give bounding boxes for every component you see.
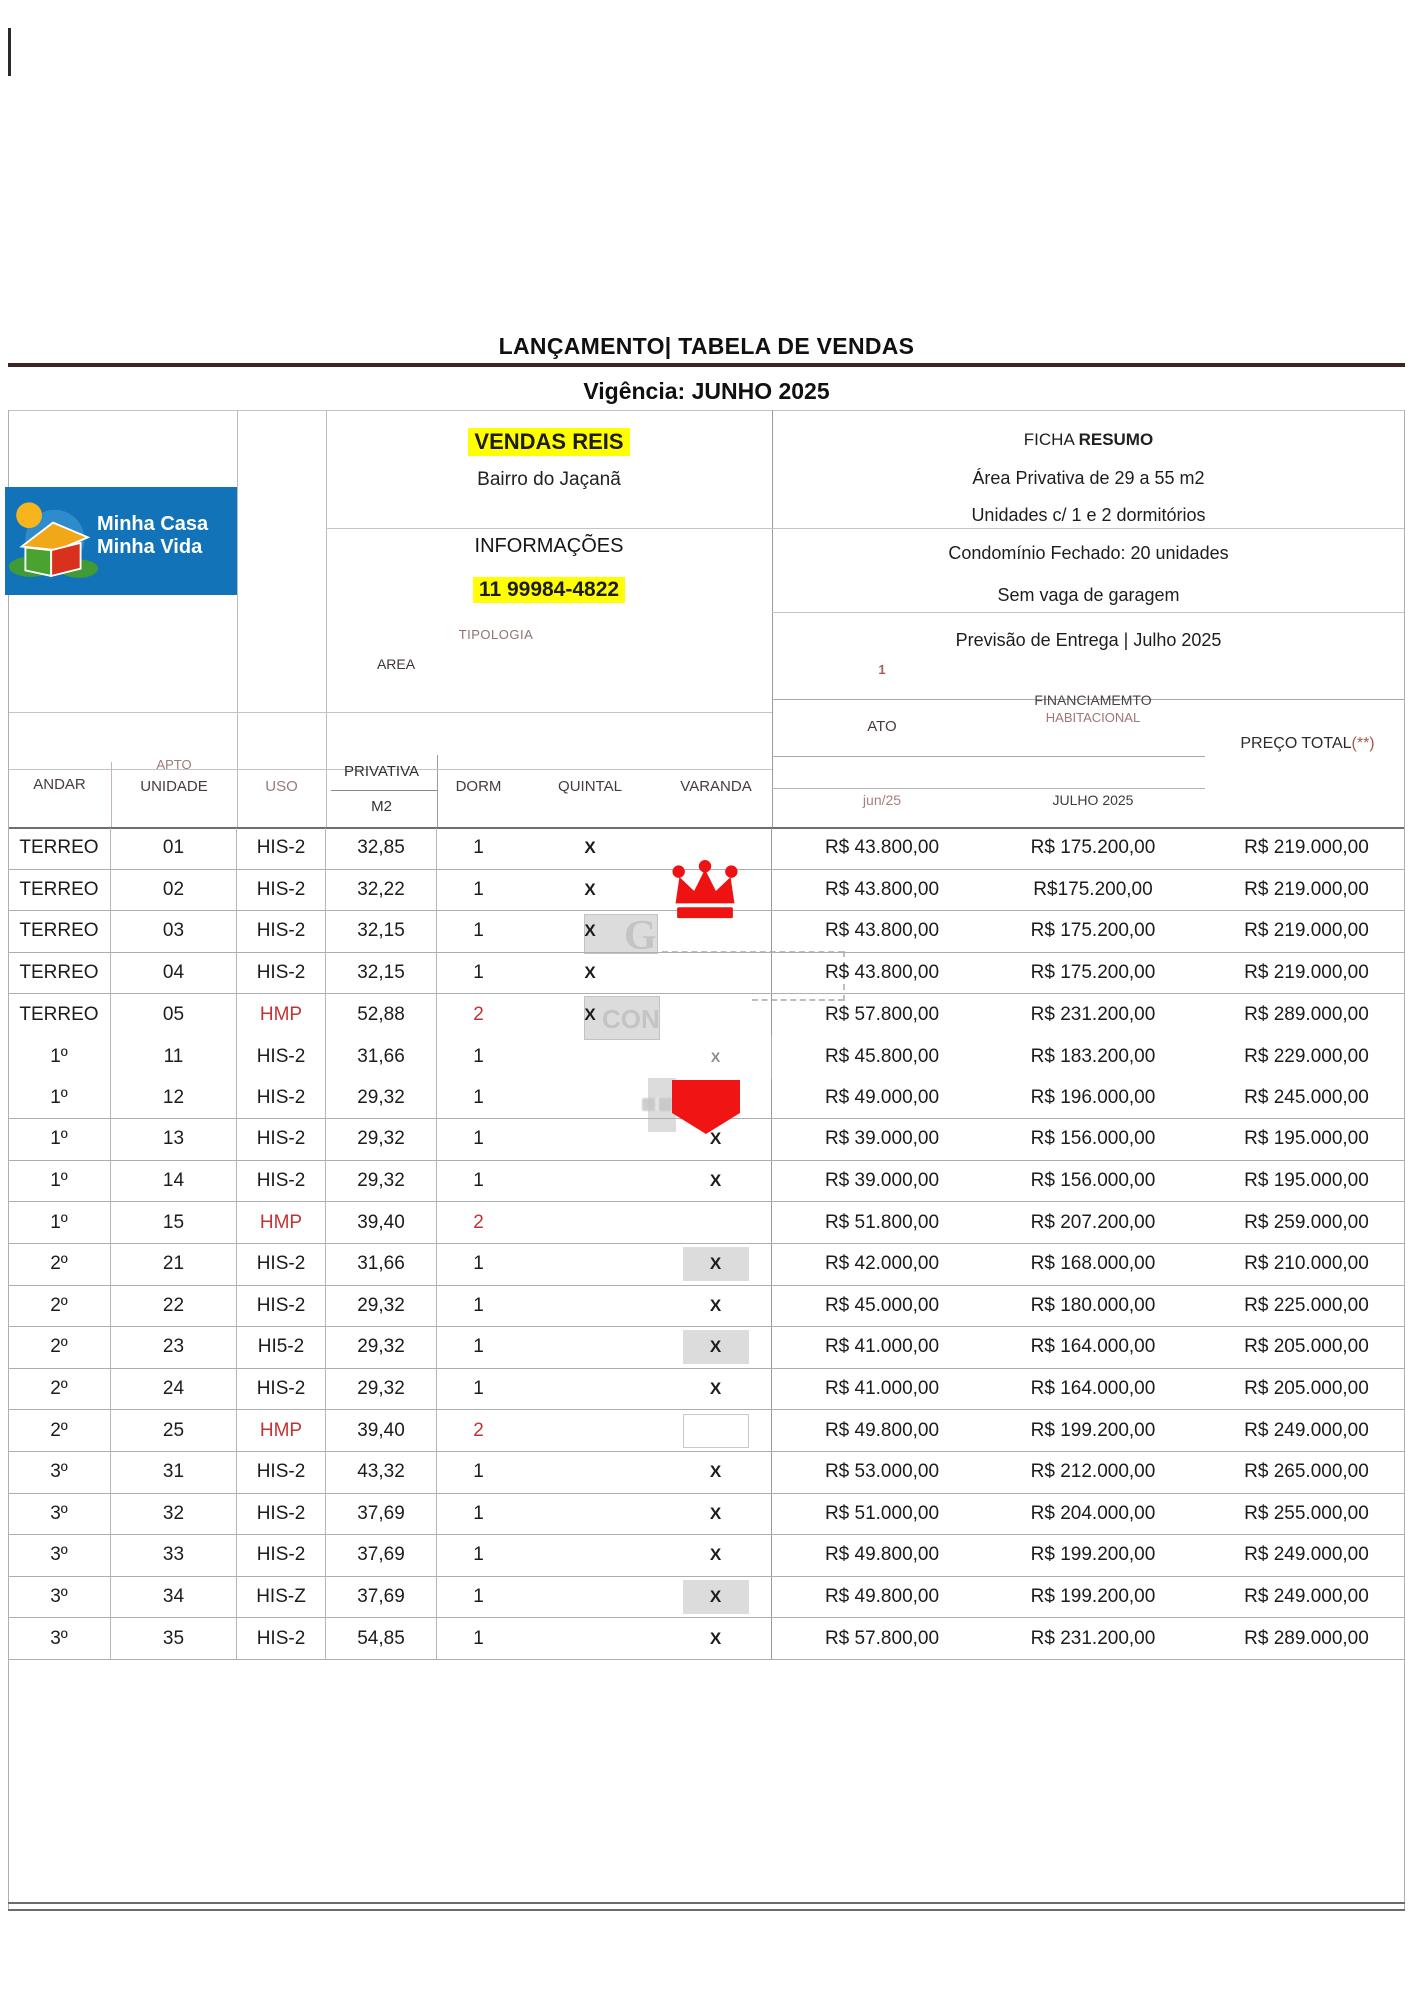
area-label: AREA <box>376 656 416 672</box>
cell-total: R$ 255.000,00 <box>1244 1502 1369 1524</box>
cell-dorm: 1 <box>473 837 484 859</box>
cell-varanda <box>660 953 772 994</box>
neighborhood: Bairro do Jaçanã <box>477 469 621 490</box>
cell-total: R$ 249.000,00 <box>1244 1544 1369 1566</box>
minha-casa-minha-vida-logo <box>5 487 237 595</box>
cell-dorm: 1 <box>473 920 484 942</box>
col-header-habitacional: HABITACIONAL <box>1045 710 1141 725</box>
cell-quintal: X <box>584 921 596 941</box>
table-row <box>8 1369 1405 1411</box>
cell-area: 32,22 <box>326 870 437 911</box>
cell-varanda: X <box>660 1119 772 1160</box>
cell-total: R$ 225.000,00 <box>1244 1294 1369 1316</box>
cell-andar: TERREO <box>8 828 111 869</box>
cell-total: R$ 289.000,00 <box>1244 1627 1369 1649</box>
cell-dorm: 2 <box>473 1004 484 1026</box>
cell-dorm: 2 <box>473 1211 484 1233</box>
cell-andar: 2º <box>8 1410 111 1451</box>
table-row <box>8 1618 1405 1660</box>
cell-dorm: 2 <box>473 1419 484 1441</box>
table-row <box>8 953 1405 995</box>
cell-quintal <box>520 1577 660 1618</box>
col-header-financiamento: FINANCIAMEMTO <box>1034 692 1152 708</box>
cell-fin: R$ 175.200,00 <box>1030 837 1156 859</box>
cell-area: 32,85 <box>326 828 437 869</box>
cell-quintal <box>520 1244 660 1285</box>
cell-dorm: 1 <box>473 1128 484 1150</box>
cell-dorm: 1 <box>473 1045 484 1067</box>
cell-ato: R$ 43.800,00 <box>824 962 940 984</box>
sales-table <box>8 828 1405 1660</box>
cell-area: 29,32 <box>326 1286 437 1327</box>
cell-area: 29,32 <box>326 1161 437 1202</box>
cell-ato: R$ 53.000,00 <box>824 1461 940 1483</box>
col-header-preco-total: PREÇO TOTAL(**) <box>1240 735 1375 752</box>
cell-varanda: X <box>660 1535 772 1576</box>
cell-andar: 1º <box>8 1036 111 1078</box>
cell-varanda: X <box>660 1327 772 1368</box>
table-row <box>8 1286 1405 1328</box>
cell-dorm: 1 <box>473 1086 484 1108</box>
cell-uso: HIS-2 <box>237 911 326 952</box>
cell-ato: R$ 57.800,00 <box>824 1627 940 1649</box>
cell-andar: 3º <box>8 1618 111 1659</box>
cell-fin: R$ 183.200,00 <box>1030 1045 1156 1067</box>
cell-quintal <box>520 1369 660 1410</box>
cell-varanda <box>660 1410 772 1451</box>
cell-ato: R$ 49.800,00 <box>824 1585 940 1607</box>
summary-garage: Sem vaga de garagem <box>997 585 1180 605</box>
cell-ato: R$ 39.000,00 <box>824 1170 940 1192</box>
cell-unidade: 22 <box>111 1286 237 1327</box>
cell-uso: HMP <box>237 1410 326 1451</box>
cell-varanda <box>660 994 772 1036</box>
cell-fin: R$ 199.200,00 <box>1030 1544 1156 1566</box>
table-row <box>8 1577 1405 1619</box>
page-edge-mark <box>8 28 11 76</box>
cell-total: R$ 249.000,00 <box>1244 1585 1369 1607</box>
page-title: LANÇAMENTO| TABELA DE VENDAS <box>498 333 915 359</box>
cell-area: 37,69 <box>326 1494 437 1535</box>
col-header-uso: USO <box>265 778 298 795</box>
cell-area: 29,32 <box>326 1369 437 1410</box>
table-row <box>8 1327 1405 1369</box>
cell-area: 32,15 <box>326 911 437 952</box>
cell-quintal <box>520 1327 660 1368</box>
col-header-apto: APTO <box>156 757 192 772</box>
table-row <box>8 1410 1405 1452</box>
cell-quintal <box>520 1161 660 1202</box>
cell-quintal <box>520 1494 660 1535</box>
col-header-jun25: jun/25 <box>862 792 902 808</box>
watermark-letter-g: G <box>624 913 657 959</box>
contact-phone: 11 99984-4822 <box>326 577 772 603</box>
cell-unidade: 25 <box>111 1410 237 1451</box>
cell-unidade: 01 <box>111 828 237 869</box>
cell-varanda: X <box>660 1286 772 1327</box>
cell-unidade: 23 <box>111 1327 237 1368</box>
cell-dorm: 1 <box>473 1170 484 1192</box>
cell-area: 39,40 <box>326 1202 437 1243</box>
maroon-rule <box>8 363 1405 367</box>
cell-unidade: 11 <box>111 1036 237 1078</box>
cell-area: 31,66 <box>326 1036 437 1078</box>
cell-andar: 1º <box>8 1119 111 1160</box>
table-row <box>8 1202 1405 1244</box>
watermark-text-con: CON <box>602 1004 660 1034</box>
cell-uso: HIS-2 <box>237 1494 326 1535</box>
cell-andar: 2º <box>8 1244 111 1285</box>
bottom-rule <box>8 1909 1405 1911</box>
cell-uso: HIS-2 <box>237 1535 326 1576</box>
cell-area: 29,32 <box>326 1119 437 1160</box>
col-header-julho2025: JULHO 2025 <box>1052 792 1134 808</box>
summary-area: Área Privativa de 29 a 55 m2 <box>972 468 1205 488</box>
cell-dorm: 1 <box>473 1253 484 1275</box>
table-row <box>8 1161 1405 1203</box>
cell-andar: 2º <box>8 1286 111 1327</box>
cell-uso: HIS-2 <box>237 1119 326 1160</box>
cell-uso: HIS-2 <box>237 1286 326 1327</box>
cell-ato: R$ 49.800,00 <box>824 1544 940 1566</box>
cell-unidade: 24 <box>111 1369 237 1410</box>
cell-unidade: 14 <box>111 1161 237 1202</box>
cell-ato: R$ 43.800,00 <box>824 878 940 900</box>
cell-uso: HIS-2 <box>237 1161 326 1202</box>
cell-uso: HIS-2 <box>237 1244 326 1285</box>
cell-andar: 3º <box>8 1577 111 1618</box>
cell-dorm: 1 <box>473 1585 484 1607</box>
table-row <box>8 1244 1405 1286</box>
cell-uso: HIS-2 <box>237 1618 326 1659</box>
validity-title: Vigência: JUNHO 2025 <box>583 378 830 404</box>
col-header-quintal: QUINTAL <box>558 778 622 795</box>
cell-total: R$ 210.000,00 <box>1244 1253 1369 1275</box>
contact-label: INFORMAÇÕES <box>474 535 624 557</box>
cell-dorm: 1 <box>473 962 484 984</box>
cell-total: R$ 205.000,00 <box>1244 1336 1369 1358</box>
cell-area: 31,66 <box>326 1244 437 1285</box>
cell-area: 43,32 <box>326 1452 437 1493</box>
cell-total: R$ 289.000,00 <box>1244 1004 1369 1026</box>
cell-andar: 1º <box>8 1078 111 1119</box>
cell-varanda: X <box>660 1618 772 1659</box>
cell-area: 32,15 <box>326 953 437 994</box>
cell-unidade: 13 <box>111 1119 237 1160</box>
cell-dorm: 1 <box>473 1502 484 1524</box>
cell-dorm: 1 <box>473 1461 484 1483</box>
cell-andar: 2º <box>8 1327 111 1368</box>
cell-quintal <box>520 1618 660 1659</box>
cell-varanda: X <box>660 1452 772 1493</box>
cell-ato: R$ 39.000,00 <box>824 1128 940 1150</box>
cell-ato: R$ 43.800,00 <box>824 920 940 942</box>
cell-ato: R$ 57.800,00 <box>824 1004 940 1026</box>
cell-unidade: 03 <box>111 911 237 952</box>
cell-varanda: X <box>660 1494 772 1535</box>
cell-ato: R$ 49.000,00 <box>824 1086 940 1108</box>
cell-area: 39,40 <box>326 1410 437 1451</box>
cell-varanda: X <box>660 1036 772 1078</box>
cell-uso: HIS-2 <box>237 953 326 994</box>
cell-fin: R$ 231.200,00 <box>1030 1627 1156 1649</box>
col-header-varanda: VARANDA <box>680 778 752 795</box>
cell-varanda: X <box>660 1369 772 1410</box>
cell-unidade: 04 <box>111 953 237 994</box>
cell-fin: R$ 175.200,00 <box>1030 962 1156 984</box>
cell-ato: R$ 49.800,00 <box>824 1419 940 1441</box>
cell-uso: HI5-2 <box>237 1327 326 1368</box>
cell-area: 29,32 <box>326 1327 437 1368</box>
summary-condo: Condomínio Fechado: 20 unidades <box>948 543 1229 563</box>
table-row <box>8 1494 1405 1536</box>
cell-fin: R$ 164.000,00 <box>1030 1378 1156 1400</box>
cell-uso: HIS-2 <box>237 1369 326 1410</box>
cell-quintal <box>520 1119 660 1160</box>
cell-uso: HIS-Z <box>237 1577 326 1618</box>
cell-andar: 1º <box>8 1161 111 1202</box>
cell-unidade: 33 <box>111 1535 237 1576</box>
cell-quintal: X <box>584 963 596 983</box>
cell-dorm: 1 <box>473 1336 484 1358</box>
cell-fin: R$ 204.000,00 <box>1030 1502 1156 1524</box>
cell-uso: HIS-2 <box>237 1078 326 1119</box>
cell-area: 37,69 <box>326 1577 437 1618</box>
cell-quintal: X <box>584 879 596 899</box>
cell-dorm: 1 <box>473 1627 484 1649</box>
cell-dorm: 1 <box>473 1294 484 1316</box>
cell-ato: R$ 43.800,00 <box>824 837 940 859</box>
cell-ato: R$ 45.800,00 <box>824 1045 940 1067</box>
vendor-name: VENDAS REIS <box>326 428 772 456</box>
cell-fin: R$ 156.000,00 <box>1030 1128 1156 1150</box>
cell-total: R$ 229.000,00 <box>1244 1045 1369 1067</box>
cell-unidade: 15 <box>111 1202 237 1243</box>
cell-quintal <box>520 1286 660 1327</box>
cell-andar: TERREO <box>8 911 111 952</box>
cell-uso: HMP <box>237 994 326 1036</box>
cell-total: R$ 259.000,00 <box>1244 1211 1369 1233</box>
col-header-privativa: PRIVATIVA <box>343 763 419 780</box>
col-header-dorm: DORM <box>455 778 502 795</box>
cell-fin: R$ 199.200,00 <box>1030 1419 1156 1441</box>
table-row <box>8 1036 1405 1078</box>
cell-varanda: X <box>660 1577 772 1618</box>
cell-quintal: X <box>584 1005 596 1025</box>
cell-unidade: 21 <box>111 1244 237 1285</box>
cell-andar: 3º <box>8 1452 111 1493</box>
logo-wordmark: Minha Casa Minha Vida <box>97 513 209 558</box>
cell-total: R$ 205.000,00 <box>1244 1378 1369 1400</box>
cell-area: 54,85 <box>326 1618 437 1659</box>
cell-quintal: X <box>584 838 596 858</box>
cell-unidade: 12 <box>111 1078 237 1119</box>
table-row <box>8 1535 1405 1577</box>
cell-fin: R$ 164.000,00 <box>1030 1336 1156 1358</box>
cell-ato: R$ 51.000,00 <box>824 1502 940 1524</box>
cell-total: R$ 219.000,00 <box>1244 920 1369 942</box>
house-sun-icon <box>7 495 99 587</box>
bottom-rule <box>8 1902 1405 1904</box>
cell-total: R$ 265.000,00 <box>1244 1461 1369 1483</box>
cell-total: R$ 219.000,00 <box>1244 837 1369 859</box>
cell-dorm: 1 <box>473 878 484 900</box>
cell-unidade: 34 <box>111 1577 237 1618</box>
cell-andar: 3º <box>8 1535 111 1576</box>
cell-unidade: 35 <box>111 1618 237 1659</box>
table-row <box>8 994 1405 1036</box>
summary-title: FICHA RESUMO <box>1023 430 1154 449</box>
red-down-arrow-icon <box>670 1080 742 1134</box>
cell-dorm: 1 <box>473 1378 484 1400</box>
cell-area: 52,88 <box>326 994 437 1036</box>
cell-ato: R$ 51.800,00 <box>824 1211 940 1233</box>
crown-icon <box>663 860 747 922</box>
cell-andar: TERREO <box>8 953 111 994</box>
cell-quintal <box>520 1452 660 1493</box>
cell-total: R$ 195.000,00 <box>1244 1128 1369 1150</box>
cell-quintal <box>520 1410 660 1451</box>
cell-total: R$ 219.000,00 <box>1244 878 1369 900</box>
cell-andar: 2º <box>8 1369 111 1410</box>
cell-varanda: X <box>660 1161 772 1202</box>
cell-fin: R$ 207.200,00 <box>1030 1211 1156 1233</box>
cell-quintal <box>520 1036 660 1078</box>
cell-fin: R$ 196.000,00 <box>1030 1086 1156 1108</box>
cell-ato: R$ 41.000,00 <box>824 1378 940 1400</box>
cell-area: 29,32 <box>326 1078 437 1119</box>
cell-total: R$ 245.000,00 <box>1244 1086 1369 1108</box>
col-header-ato: ATO <box>867 718 897 735</box>
cell-dorm: 1 <box>473 1544 484 1566</box>
summary-units: Unidades c/ 1 e 2 dormitórios <box>971 505 1206 525</box>
cell-quintal <box>520 1078 660 1119</box>
cell-fin: R$ 212.000,00 <box>1030 1461 1156 1483</box>
cell-uso: HMP <box>237 1202 326 1243</box>
cell-quintal <box>520 1202 660 1243</box>
cell-total: R$ 195.000,00 <box>1244 1170 1369 1192</box>
col-header-andar: ANDAR <box>33 776 86 793</box>
tipologia-label: TIPOLOGIA <box>458 627 534 642</box>
summary-delivery: Previsão de Entrega | Julho 2025 <box>955 630 1222 650</box>
table-row <box>8 1452 1405 1494</box>
cell-fin: R$ 175.200,00 <box>1030 920 1156 942</box>
cell-fin: R$ 156.000,00 <box>1030 1170 1156 1192</box>
cell-andar: TERREO <box>8 870 111 911</box>
cell-fin: R$ 199.200,00 <box>1030 1585 1156 1607</box>
cell-quintal <box>520 1535 660 1576</box>
cell-uso: HIS-2 <box>237 828 326 869</box>
cell-fin: R$175.200,00 <box>1033 878 1153 900</box>
cell-total: R$ 249.000,00 <box>1244 1419 1369 1441</box>
cell-uso: HIS-2 <box>237 1036 326 1078</box>
col-header-unidade: UNIDADE <box>140 778 208 795</box>
cell-unidade: 05 <box>111 994 237 1036</box>
cell-fin: R$ 168.000,00 <box>1030 1253 1156 1275</box>
cell-uso: HIS-2 <box>237 1452 326 1493</box>
cell-ato: R$ 41.000,00 <box>824 1336 940 1358</box>
cell-fin: R$ 231.200,00 <box>1030 1004 1156 1026</box>
cell-varanda: X <box>660 1244 772 1285</box>
cell-andar: 3º <box>8 1494 111 1535</box>
cell-area: 37,69 <box>326 1535 437 1576</box>
cell-total: R$ 219.000,00 <box>1244 962 1369 984</box>
cell-unidade: 32 <box>111 1494 237 1535</box>
cell-ato: R$ 45.000,00 <box>824 1294 940 1316</box>
footnote-marker: 1 <box>878 662 886 677</box>
cell-varanda <box>660 1202 772 1243</box>
cell-andar: TERREO <box>8 994 111 1036</box>
cell-unidade: 31 <box>111 1452 237 1493</box>
cell-fin: R$ 180.000,00 <box>1030 1294 1156 1316</box>
col-header-m2: M2 <box>371 798 392 815</box>
cell-uso: HIS-2 <box>237 870 326 911</box>
cell-ato: R$ 42.000,00 <box>824 1253 940 1275</box>
cell-andar: 1º <box>8 1202 111 1243</box>
cell-unidade: 02 <box>111 870 237 911</box>
